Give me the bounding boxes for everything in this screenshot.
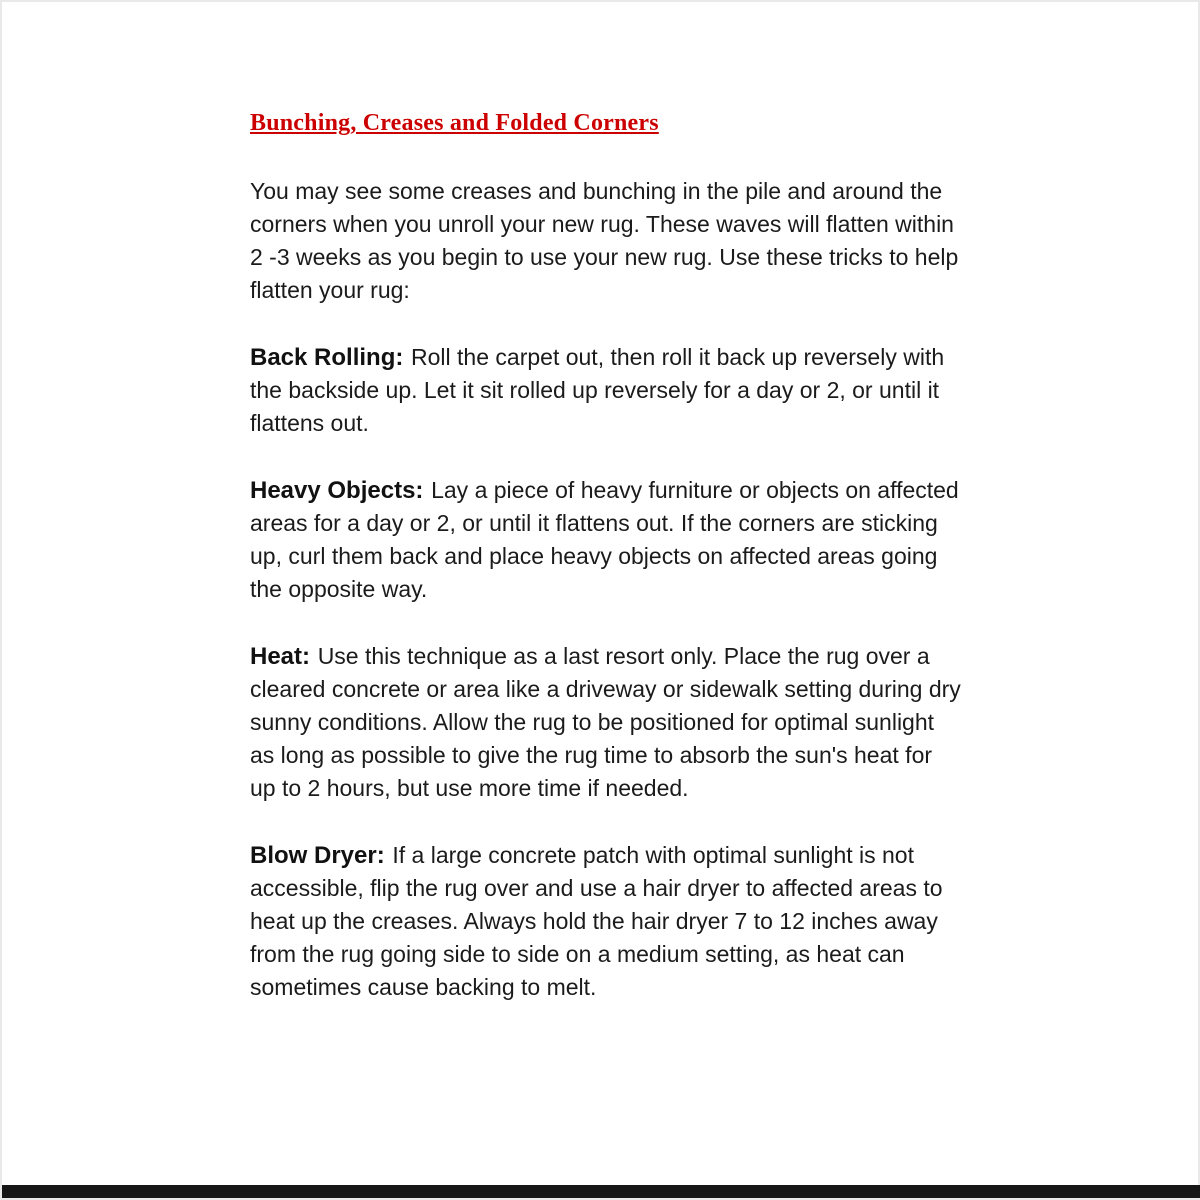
section-heavy-objects-text: Lay a piece of heavy furniture or objects on affected areas for a day or 2, or until it flattens out. If the corners are sticking up, curl them back and place heavy objects on affected areas going the opposite way. xyxy=(250,477,959,602)
section-heavy-objects xyxy=(250,474,962,606)
document-title: Bunching, Creases and Folded Corners xyxy=(250,110,659,136)
section-back-rolling-label: Back Rolling: xyxy=(250,344,404,371)
section-heat-label: Heat: xyxy=(250,643,311,670)
section-back-rolling-text: Roll the carpet out, then roll it back up reversely with the backside up. Let it sit rolled up reversely for a day or 2, or until it flattens out. xyxy=(250,344,945,436)
section-blow-dryer-text: If a large concrete patch with optimal sunlight is not accessible, flip the rug over and use a hair dryer to affected areas to heat up the creases. Always hold the hair dryer 7 to 12 inches away from the rug going side to side on a medium setting, as heat can sometimes cause backing to melt. xyxy=(250,842,943,1000)
section-heat-text: Use this technique as a last resort only. Place the rug over a cleared concrete or area like a driveway or sidewalk setting during dry sunny conditions. Allow the rug to be positioned for optimal sunlight as long as possible to give the rug time to absorb the sun's heat for up to 2 hours, but use more time if needed. xyxy=(250,643,961,801)
section-blow-dryer-label: Blow Dryer: xyxy=(250,842,385,869)
section-blow-dryer xyxy=(250,839,962,1004)
section-back-rolling xyxy=(250,341,962,440)
document-page xyxy=(250,110,962,1038)
intro-paragraph: You may see some creases and bunching in the pile and around the corners when you unroll your new rug. These waves will flatten within 2 -3 weeks as you begin to use your new rug. Use these tricks to help flatten your rug: xyxy=(250,178,959,303)
section-heat xyxy=(250,640,962,805)
section-heavy-objects-label: Heavy Objects: xyxy=(250,477,424,504)
bottom-edge-bar xyxy=(2,1185,1200,1198)
